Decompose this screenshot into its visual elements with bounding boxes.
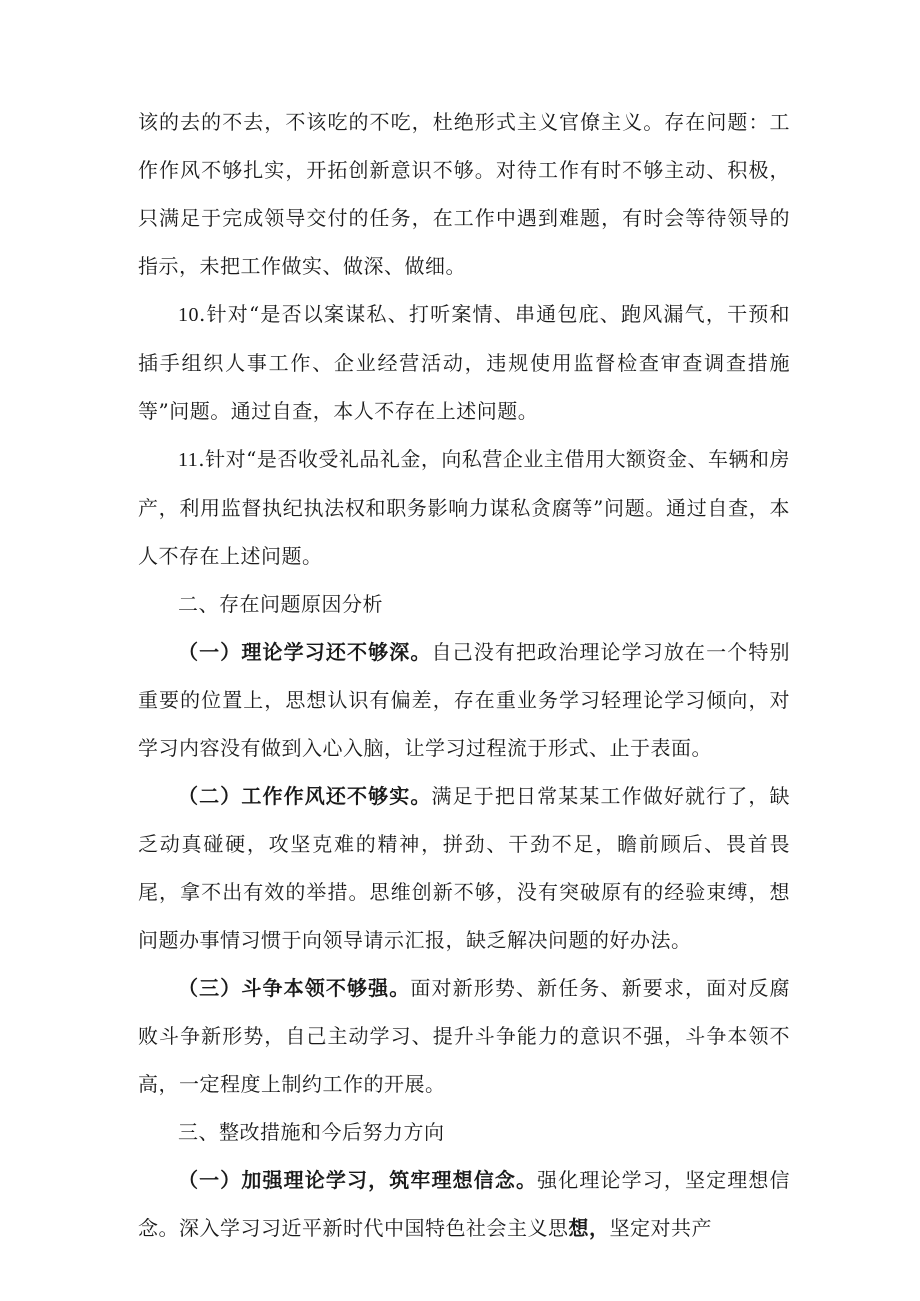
cause-item-theory-title: （一）理论学习还不够深。 xyxy=(178,640,432,664)
rectification-item-theory-text-b: 坚定对共产 xyxy=(609,1216,712,1240)
rectification-item-theory-text-a: 强化理论学习，坚定理想信念。深入学习习近平新时代中国特色社会主义思 xyxy=(138,1168,790,1240)
document-body xyxy=(138,98,790,1252)
cause-item-struggle-title: （三）斗争本领不够强。 xyxy=(178,976,411,1000)
item-10-text: .针对“是否以案谋私、打听案情、串通包庇、跑风漏气，干预和插手组织人事工作、企业经营活动，违规使用监督检查审查调查措施等”问题。通过自查，本人不存在上述问题。 xyxy=(138,302,790,423)
cause-item-theory xyxy=(138,628,790,772)
paragraph-item-10 xyxy=(138,290,790,435)
cause-item-work-style-text: 满足于把日常某某工作做好就行了，缺乏动真碰硬，攻坚克难的精神，拼劲、干劲不足，瞻前顾后、畏首畏尾，拿不出有效的举措。思维创新不够，没有突破原有的经验束缚，想问题办事情习惯于向领导请示汇报，缺乏解决问题的好办法。 xyxy=(138,784,790,952)
section-heading-cause-analysis: 二、存在问题原因分析 xyxy=(178,592,383,616)
item-number-11: 11 xyxy=(178,449,199,471)
paragraph-continuation: 该的去的不去，不该吃的不吃，杜绝形式主义官僚主义。存在问题：工作作风不够扎实，开拓创新意识不够。对待工作有时不够主动、积极，只满足于完成领导交付的任务，在工作中遇到难题，有时会等待领导的指示，未把工作做实、做深、做细。 xyxy=(138,110,790,278)
cause-item-struggle-text: 面对新形势、新任务、新要求，面对反腐败斗争新形势，自己主动学习、提升斗争能力的意识不强，斗争本领不高，一定程度上制约工作的开展。 xyxy=(138,976,790,1096)
section-heading-rectification: 三、整改措施和今后努力方向 xyxy=(178,1120,445,1144)
item-number-10: 10 xyxy=(178,304,199,326)
paragraph-item-11 xyxy=(138,435,790,580)
cause-item-work-style-title: （二）工作作风还不够实。 xyxy=(178,784,432,808)
rectification-item-theory-text-bold: 想， xyxy=(568,1216,610,1240)
item-11-text: .针对“是否收受礼品礼金，向私营企业主借用大额资金、车辆和房产，利用监督执纪执法权和职务影响力谋私贪腐等”问题。通过自查，本人不存在上述问题。 xyxy=(138,447,790,568)
cause-item-work-style xyxy=(138,772,790,964)
rectification-item-theory-title: （一）加强理论学习，筑牢理想信念。 xyxy=(178,1168,538,1192)
cause-item-theory-text: 自己没有把政治理论学习放在一个特别重要的位置上，思想认识有偏差，存在重业务学习轻理论学习倾向，对学习内容没有做到入心入脑，让学习过程流于形式、止于表面。 xyxy=(138,640,790,760)
rectification-item-theory xyxy=(138,1156,790,1252)
cause-item-struggle xyxy=(138,964,790,1108)
